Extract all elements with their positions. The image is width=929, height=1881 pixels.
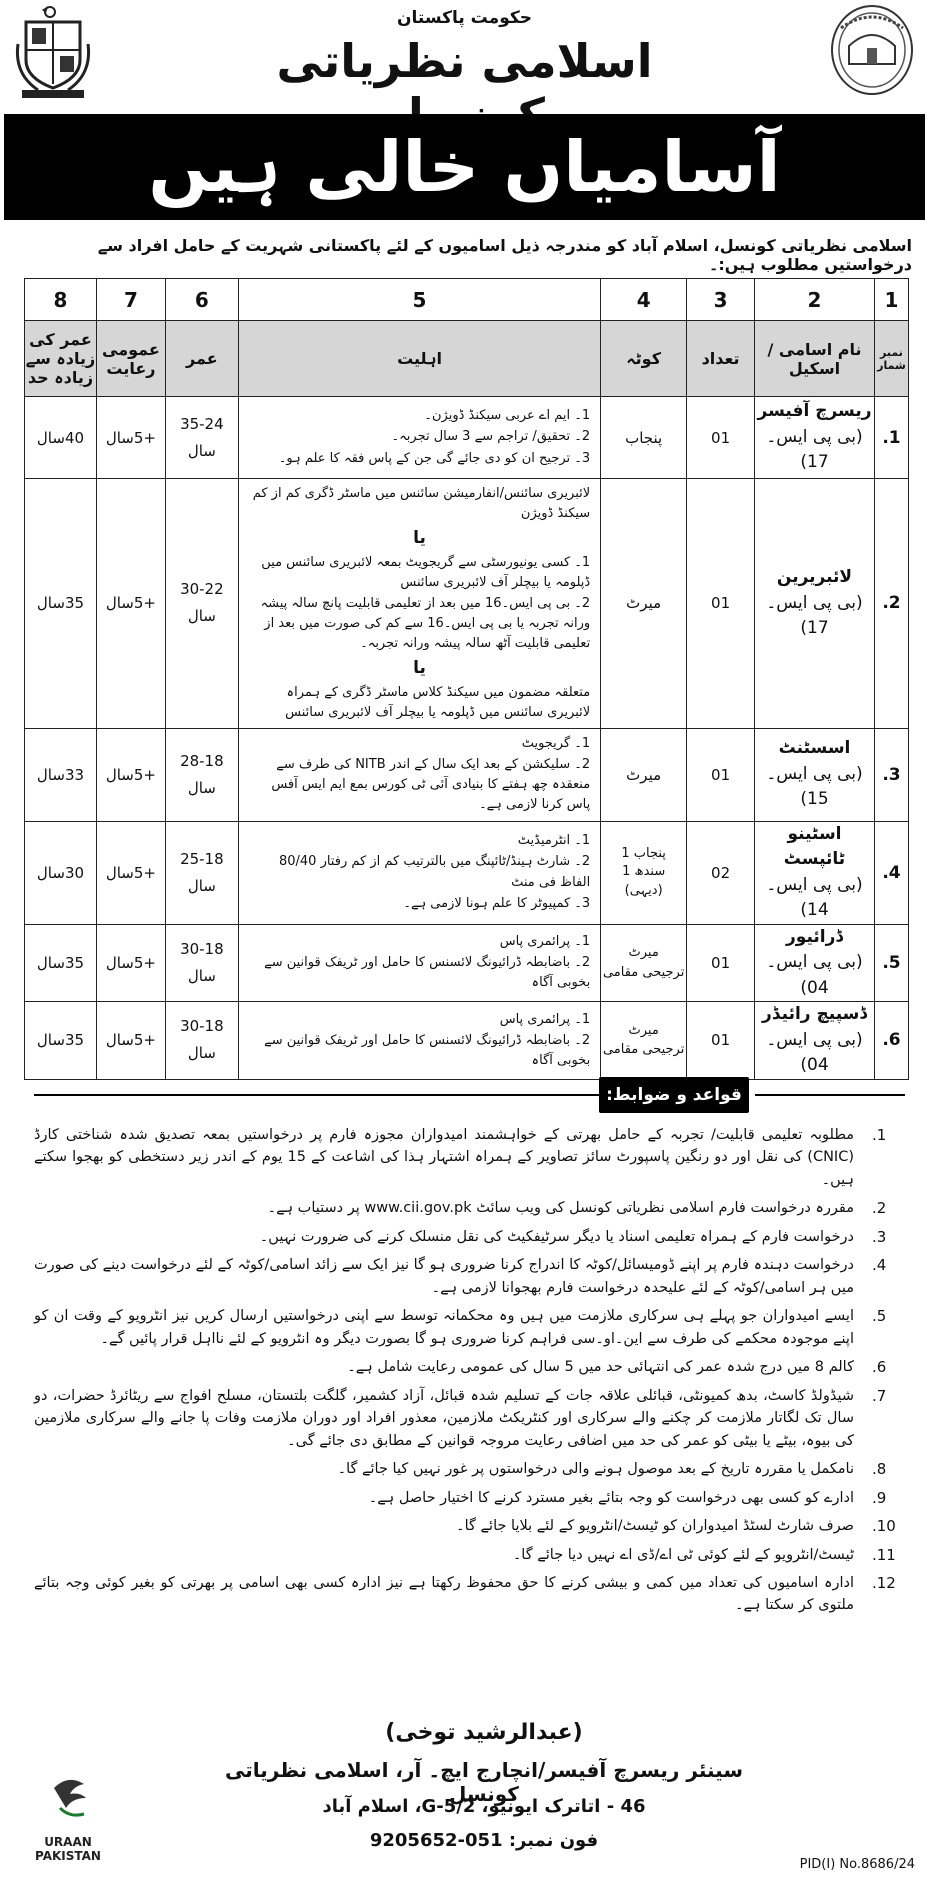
- government-title: حکومت پاکستان: [396, 8, 533, 28]
- qualification-line: 2۔ تحقیق/ تراجم سے 3 سال تجربہ۔: [391, 429, 591, 445]
- term-number: .10: [872, 1517, 896, 1536]
- age-unit: سال: [187, 778, 216, 797]
- count-cell: 02: [687, 821, 755, 924]
- count-cell: 01: [687, 924, 755, 1002]
- post-cell: [755, 924, 875, 1002]
- post-name: ڈسپیچ رائیڈر: [762, 1004, 867, 1025]
- qualification-line: 2۔ شارٹ ہینڈ/ٹائپنگ میں بالترتیب کم از کم رفتار 80/40 الفاظ فی منٹ: [278, 854, 591, 890]
- column-number: 2: [755, 279, 875, 321]
- post-name: لائبریرین: [776, 567, 853, 588]
- or-label: یا: [413, 658, 426, 679]
- council-logo-icon: [827, 2, 917, 102]
- term-text: درخواست فارم کے ہمراہ تعلیمی اسناد یا دیگر سرٹیفکیٹ کی نقل منسلک کرنے کی ضرورت نہیں۔: [259, 1228, 854, 1245]
- table-row: [25, 397, 909, 479]
- header-relaxation: عمومی رعایت: [96, 321, 165, 397]
- qualification-line: 1۔ پرائمری پاس: [499, 1011, 591, 1027]
- post-scale: (بی پی ایس۔04): [766, 952, 863, 998]
- table-row: [25, 924, 909, 1002]
- post-name: ڈرائیور: [786, 926, 843, 947]
- qualification-line: لائبریری سائنس/انفارمیشن سائنس میں ماسٹر ڈگری کم از کم سیکنڈ ڈویژن: [252, 486, 591, 522]
- header-count: تعداد: [687, 321, 755, 397]
- column-number: 3: [687, 279, 755, 321]
- age-cell: [165, 821, 238, 924]
- post-scale: (بی پی ایس۔17): [766, 592, 863, 639]
- post-cell: [755, 397, 875, 479]
- pid-number: PID(I) No.8686/24: [799, 1857, 915, 1872]
- header-quota: کوٹہ: [601, 321, 687, 397]
- serial-cell: 4.: [874, 821, 908, 924]
- list-item: [34, 1572, 912, 1617]
- max-age-cell: 35سال: [25, 479, 97, 729]
- qualification-line: 1۔ کسی یونیورسٹی سے گریجویٹ بمعہ لائبریری سائنس میں ڈپلومہ یا بیچلر آف لائبریری سائنس: [261, 554, 591, 590]
- age-range: 30-22: [180, 580, 224, 599]
- qualification-line: 1۔ ایم اے عربی سیکنڈ ڈویژن۔: [424, 408, 591, 424]
- list-item: [34, 1385, 912, 1452]
- signatory-title: سینئر ریسرچ آفیسر/انچارج ایچ۔ آر، اسلامی نظریاتی کونسل: [224, 1758, 744, 1806]
- post-cell: [755, 479, 875, 729]
- quota-cell: میرٹ: [601, 479, 687, 729]
- max-age-cell: 35سال: [25, 924, 97, 1002]
- term-text: مقررہ درخواست فارم اسلامی نظریاتی کونسل کی ویب سائٹ www.cii.gov.pk پر دستیاب ہے۔: [267, 1200, 854, 1217]
- column-number: 7: [96, 279, 165, 321]
- phone-number: فون نمبر: 051-9205652: [369, 1830, 599, 1851]
- term-text: درخواست دہندہ فارم پر اپنے ڈومیسائل/کوٹہ کا اندراج کرنا ضروری ہو گا نیز ایک سے زائد اسامی/کوٹہ کے لئے درخواست دینے کی صورت میں ہر اسامی/کوٹہ کے لئے علیحدہ درخواست فارم بھجوانا لازمی ہے۔: [34, 1257, 854, 1296]
- header-age: عمر: [165, 321, 238, 397]
- relaxation-cell: +5سال: [96, 397, 165, 479]
- quota-cell: میرٹ: [601, 728, 687, 821]
- qualification-line: 2۔ بی پی ایس۔16 میں بعد از تعلیمی قابلیت پانچ سالہ پیشہ ورانہ تجربہ یا بی پی ایس۔16 سے کم کی صورت میں بعد از تعلیمی قابلیت آٹھ سالہ پیشہ ورانہ تجربہ۔: [260, 595, 591, 652]
- terms-divider: [755, 1094, 905, 1096]
- term-number: .8: [872, 1460, 887, 1479]
- serial-cell: 2.: [874, 479, 908, 729]
- term-number: .6: [872, 1358, 887, 1377]
- qualification-line: 1۔ انٹرمیڈیٹ: [517, 833, 591, 849]
- qualification-line: متعلقہ مضمون میں سیکنڈ کلاس ماسٹر ڈگری کے ہمراہ لائبریری سائنس میں ڈپلومہ یا بیچلر آف لائبریری سائنس: [285, 684, 591, 720]
- column-number: 1: [874, 279, 908, 321]
- term-text: مطلوبہ تعلیمی قابلیت/ تجربہ کے حامل بھرتی کے خواہشمند امیدواران مجوزہ فارم پر درخواستیں بمعہ تصدیق شدہ شناختی کارڈ (CNIC) کی نقل اور دو رنگین پاسپورٹ سائز تصاویر کے ہمراہ اشتہار ہذا کی اشاعت کے 15 یوم کے اندر زیر دستخطی کو بھجوا سکتے ہیں۔: [34, 1127, 854, 1188]
- age-unit: سال: [187, 966, 216, 985]
- age-cell: [165, 924, 238, 1002]
- table-row: [25, 1002, 909, 1080]
- term-number: .9: [872, 1488, 887, 1507]
- header-serial: نمبر شمار: [874, 321, 908, 397]
- age-unit: سال: [187, 607, 216, 626]
- post-scale: (بی پی ایس۔04): [766, 1029, 863, 1076]
- intro-text: اسلامی نظریاتی کونسل، اسلام آباد کو مندرجہ ذیل اسامیوں کے لئے پاکستانی شہریت کے حامل افراد سے درخواستیں مطلوب ہیں:۔: [97, 236, 912, 274]
- relaxation-cell: +5سال: [96, 479, 165, 729]
- age-range: 35-24: [180, 414, 224, 433]
- max-age-cell: 33سال: [25, 728, 97, 821]
- column-number: 4: [601, 279, 687, 321]
- serial-cell: 5.: [874, 924, 908, 1002]
- column-header-row: [25, 321, 909, 397]
- count-cell: 01: [687, 1002, 755, 1080]
- age-range: 30-18: [180, 939, 224, 958]
- term-text: صرف شارٹ لسٹڈ امیدواران کو ٹیسٹ/انٹرویو کے لئے بلایا جائے گا۔: [456, 1518, 854, 1535]
- list-item: [34, 1305, 912, 1350]
- term-number: .7: [872, 1386, 887, 1405]
- post-cell: [755, 1002, 875, 1080]
- qualification-cell: [238, 479, 600, 729]
- header-qualification: اہلیت: [238, 321, 600, 397]
- vacancies-banner: آسامیاں خالی ہیں: [4, 114, 925, 220]
- post-name: اسسٹنٹ: [778, 738, 851, 759]
- age-range: 25-18: [180, 849, 224, 868]
- term-text: کالم 8 میں درج شدہ عمر کی انتہائی حد میں 5 سال کی عمومی رعایت شامل ہے۔: [347, 1359, 854, 1376]
- relaxation-cell: +5سال: [96, 728, 165, 821]
- post-scale: (بی پی ایس۔17): [766, 426, 863, 473]
- relaxation-cell: +5سال: [96, 924, 165, 1002]
- qualification-line: 2۔ باضابطہ ڈرائیونگ لائسنس کا حامل اور ٹریفک قوانین سے بخوبی آگاہ: [264, 955, 591, 991]
- post-cell: [755, 821, 875, 924]
- term-text: ادارے کو کسی بھی درخواست کو وجہ بتائے بغیر مسترد کرنے کا اختیار حاصل ہے۔: [368, 1489, 854, 1506]
- age-unit: سال: [187, 441, 216, 460]
- qualification-cell: [238, 1002, 600, 1080]
- qualification-line: 3۔ کمپیوٹر کا علم ہونا لازمی ہے۔: [403, 895, 591, 911]
- age-cell: [165, 479, 238, 729]
- post-name: ریسرچ آفیسر: [757, 401, 872, 422]
- header-max-age: عمر کی زیادہ سے زیادہ حد: [25, 321, 97, 397]
- max-age-cell: 40سال: [25, 397, 97, 479]
- post-scale: (بی پی ایس۔15): [766, 763, 863, 810]
- age-cell: [165, 728, 238, 821]
- qualification-line: 2۔ سلیکشن کے بعد ایک سال کے اندر NITB کی طرف سے منعقدہ چھ ہفتے کا بنیادی آئی ٹی کورس بمع ایم ایس آفس پاس کرنا لازمی ہے۔: [271, 757, 591, 813]
- count-cell: 01: [687, 397, 755, 479]
- age-unit: سال: [187, 1044, 216, 1063]
- table-row: [25, 728, 909, 821]
- post-cell: [755, 728, 875, 821]
- vacancy-table: [24, 278, 909, 1080]
- terms-title: قواعد و ضوابط:: [599, 1077, 749, 1113]
- term-number: .1: [872, 1126, 887, 1144]
- list-item: [34, 1254, 912, 1299]
- quota-cell: میرٹ ترجیحی مقامی: [601, 924, 687, 1002]
- address: 46 - اتاترک ایونیو، G-5/2، اسلام آباد: [322, 1796, 646, 1817]
- list-item: [34, 1124, 912, 1191]
- term-number: .4: [872, 1256, 887, 1275]
- post-name: اسٹینو ٹائپسٹ: [783, 823, 846, 870]
- age-range: 28-18: [180, 751, 224, 770]
- qualification-cell: [238, 728, 600, 821]
- qualification-cell: [238, 924, 600, 1002]
- serial-cell: 3.: [874, 728, 908, 821]
- signatory-name: (عبدالرشید توخی): [385, 1720, 583, 1745]
- term-number: .3: [872, 1227, 887, 1246]
- age-unit: سال: [187, 876, 216, 895]
- terms-list: [34, 1124, 912, 1623]
- column-number: 8: [25, 279, 97, 321]
- count-cell: 01: [687, 479, 755, 729]
- table-row: [25, 821, 909, 924]
- table-row: [25, 479, 909, 729]
- list-item: [34, 1515, 912, 1537]
- qualification-cell: [238, 397, 600, 479]
- post-scale: (بی پی ایس۔14): [766, 874, 863, 921]
- term-number: .2: [872, 1199, 887, 1218]
- list-item: [34, 1544, 912, 1566]
- term-text: شیڈولڈ کاسٹ، بدھ کمیونٹی، قبائلی علاقہ جات کے تسلیم شدہ قبائل، آزاد کشمیر، گلگت بلتستان، مسلح افواج سے ریٹائرڈ حضرات، دو سال تک لگاتار ملازمت کر چکنے والے سرکاری اور کنٹریکٹ ملازمین، معذور افراد اور دوران ملازمت وفات پا جانے والے سرکاری ملازمین کی بیوہ، بیٹے یا بیٹی کو عمر کی حد میں اضافی رعایت مروجہ قوانین کے مطابق دی جائے گی۔: [34, 1387, 854, 1449]
- term-text: ایسے امیدواران جو پہلے ہی سرکاری ملازمت میں ہیں وہ محکمانہ توسط سے اپنی درخواستیں ارسال کریں نیز انٹرویو کے وقت ان کو اپنے موجودہ محکمے کی طرف سے این۔او۔سی فراہم کرنا ضروری ہو گا بصورت دیگر وہ انٹرویو کے لئے نااہل قرار پائیں گے۔: [34, 1308, 854, 1347]
- header-post: نام اسامی / اسکیل: [755, 321, 875, 397]
- column-number: 6: [165, 279, 238, 321]
- max-age-cell: 35سال: [25, 1002, 97, 1080]
- term-text: ادارہ اسامیوں کی تعداد میں کمی و بیشی کرنے کا حق محفوظ رکھتا ہے نیز ادارہ کسی بھی اسامی پر بھرتی کو بغیر کوئی وجہ بتائے ملتوی کر سکتا ہے۔: [34, 1574, 854, 1614]
- terms-divider: [34, 1094, 604, 1096]
- list-item: [34, 1226, 912, 1248]
- column-number-row: [25, 279, 909, 321]
- quota-cell: پنجاب: [601, 397, 687, 479]
- term-number: .12: [872, 1573, 896, 1592]
- advertisement-page: [4, 0, 925, 1881]
- header: [4, 0, 925, 112]
- list-item: [34, 1197, 912, 1219]
- list-item: [34, 1487, 912, 1509]
- relaxation-cell: +5سال: [96, 1002, 165, 1080]
- qualification-line: 2۔ باضابطہ ڈرائیونگ لائسنس کا حامل اور ٹریفک قوانین سے بخوبی آگاہ: [264, 1032, 591, 1068]
- count-cell: 01: [687, 728, 755, 821]
- relaxation-cell: +5سال: [96, 821, 165, 924]
- term-text: نامکمل یا مقررہ تاریخ کے بعد موصول ہونے والی درخواستوں پر غور نہیں کیا جائے گا۔: [337, 1461, 854, 1478]
- or-label: یا: [413, 528, 426, 549]
- age-range: 30-18: [180, 1017, 224, 1036]
- qualification-cell: [238, 821, 600, 924]
- qualification-line: 1۔ پرائمری پاس: [499, 934, 591, 950]
- age-cell: [165, 1002, 238, 1080]
- uraan-pakistan-logo-text: URAAN PAKISTAN: [35, 1835, 101, 1863]
- age-cell: [165, 397, 238, 479]
- qualification-line: 1۔ گریجویٹ: [521, 735, 591, 751]
- max-age-cell: 30سال: [25, 821, 97, 924]
- serial-cell: 1.: [874, 397, 908, 479]
- state-emblem-icon: [12, 4, 94, 102]
- term-number: .5: [872, 1307, 887, 1326]
- term-number: .11: [872, 1545, 896, 1564]
- quota-cell: میرٹ ترجیحی مقامی: [601, 1002, 687, 1080]
- serial-cell: 6.: [874, 1002, 908, 1080]
- qualification-line: 3۔ ترجیح ان کو دی جائے گی جن کے پاس فقہ کا علم ہو۔: [278, 450, 591, 466]
- organization-title: اسلامی نظریاتی: [276, 34, 653, 88]
- list-item: [34, 1458, 912, 1480]
- quota-cell: پنجاب 1 سندھ 1 (دیہی): [601, 821, 687, 924]
- column-number: 5: [238, 279, 600, 321]
- list-item: [34, 1356, 912, 1378]
- term-text: ٹیسٹ/انٹرویو کے لئے کوئی ٹی اے/ڈی اے نہیں دیا جائے گا۔: [512, 1546, 854, 1563]
